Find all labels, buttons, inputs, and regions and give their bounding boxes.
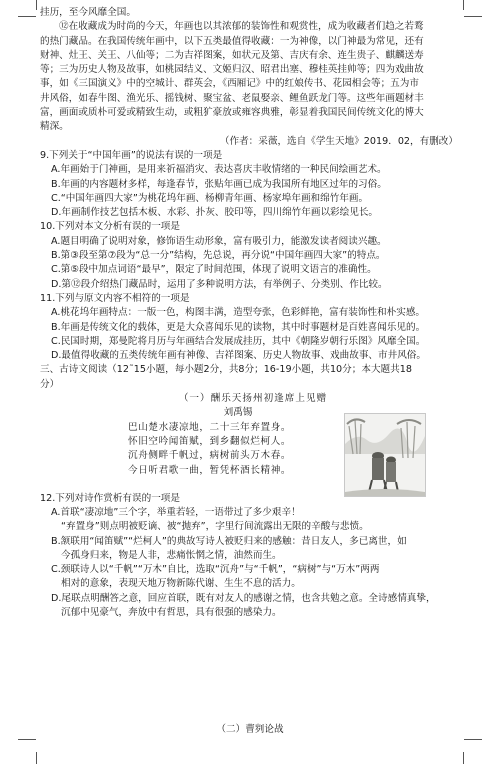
crop-mark-top-left xyxy=(18,4,36,17)
question-11-option-a: A.桃花坞年画特点：一版一色，构图丰满，造型夸张，色彩鲜艳，富有装饰性和朴实感。 xyxy=(51,307,426,319)
passage-line: 挂历，至今风靡全国。 xyxy=(40,7,136,18)
question-11-stem: 11.下列与原文内容不相符的一项是 xyxy=(40,292,190,304)
question-9-stem: 9.下列关于“中国年画”的说法有误的一项是 xyxy=(40,149,223,161)
question-10-option-d: D.第⑫段介绍热门藏品时，运用了多种说明方法，有举例子、分类别、作比较。 xyxy=(51,278,388,290)
source-citation: （作者：采薇，选自《学生天地》2019．02，有删改） xyxy=(219,135,458,147)
passage-line: 财神、灶王、关王、八仙等；二为吉祥图案，如状元及第、吉庆有余、连生贵子、麒麟送寿 xyxy=(40,49,424,61)
question-10-option-a: A.题目明确了说明对象，修饰语生动形象，富有吸引力，能激发读者阅读兴趣。 xyxy=(51,235,387,247)
question-9-option-c: C.“中国年画四大家”为桃花坞年画、杨柳青年画、杨家埠年画和绵竹年画。 xyxy=(51,192,369,204)
poem-section-title: （一）酬乐天扬州初逢席上见赠 xyxy=(178,393,328,405)
passage-line: 富，画面或质朴可爱或精致生动，或粗犷豪放或雍容典雅，彰显着我国民间传统文化的博大 xyxy=(40,107,424,119)
question-11-option-b: B.年画是传统文化的载体，更是大众喜闻乐见的读物，其中时事题材是百姓喜闻乐见的。 xyxy=(51,321,426,333)
poem-block xyxy=(40,421,466,492)
question-10-option-b: B.第③段至第⑦段为“总一分”结构，先总说，再分说“中国年画四大家”的特点。 xyxy=(51,250,386,262)
section-three-heading-cont: 分） xyxy=(40,378,60,390)
question-12-option-c: C.颈联诗人以“千帆”“万木”自比，选取“沉舟”与“千帆”，“病树”与“万木”两两 xyxy=(51,564,380,576)
question-12-option-b-cont: 今孤身归来，物是人非，悲痛怅惘之情，油然而生。 xyxy=(61,549,282,561)
poem-line: 怀旧空吟闻笛赋，到乡翻似烂柯人。 xyxy=(128,435,292,447)
question-12-option-b: B.颔联用“闻笛赋”“烂柯人”的典故写诗人被贬归来的感触：昔日友人，多已离世，如 xyxy=(51,535,407,547)
crop-mark-bottom-left-vertical xyxy=(36,752,37,764)
question-10-stem: 10.下列对本文分析有误的一项是 xyxy=(40,221,180,233)
question-12-option-a: A.首联“凄凉地”三个字，举重若轻，一语带过了多少艰辛！ xyxy=(51,506,301,518)
question-9-option-d: D.年画制作技艺包括木板、水彩、扑灰、胶印等，四川绵竹年画以彩绘见长。 xyxy=(51,207,379,219)
section-three-heading: 三、古诗文阅读（12˜15小题，每小题2分，共8分；16-19小题，共10分；本大题共18 xyxy=(40,364,412,376)
poem-text xyxy=(128,421,291,478)
poem-line: 今日听君歌一曲，暂凭杯酒长精神。 xyxy=(128,464,292,476)
crop-mark-top-left-vertical xyxy=(36,0,37,10)
poem-author: 刘禹锡 xyxy=(223,407,253,419)
question-11-option-c: C.民国时期，郑曼陀将月历与年画结合发展成挂历，其中《朝隆岁朝行乐图》风靡全国。 xyxy=(51,335,426,347)
passage-line: 精深。 xyxy=(40,121,69,133)
crop-mark-top-right xyxy=(464,4,482,17)
passage-line: 事，如《三国演义》中的空城计、群英会，《西厢记》中的红娘传书、花园相会等；五为市 xyxy=(40,78,419,90)
passage-line: 井风俗，如春牛图、渔光乐、摇钱树、聚宝盆、老鼠娶亲、鲤鱼跃龙门等。这些年画题材丰 xyxy=(40,92,424,104)
question-9-option-b: B.年画的内容题材多样，每逢春节，张贴年画已成为我国所有地区过年的习俗。 xyxy=(51,178,387,190)
passage-line: ⑫在收藏成为时尚的今天，年画也以其浓郁的装饰性和观赏性，成为收藏者们趋之若鹜 xyxy=(59,21,424,33)
question-12-option-a-cont: “弃置身”则点明被贬谪、被“抛弃”，字里行间流露出无限的辛酸与悲愤。 xyxy=(61,521,369,533)
question-9-option-a: A.年画始于门神画，是用来祈福消灾、表达喜庆丰收情绪的一种民间绘画艺术。 xyxy=(51,164,387,176)
crop-mark-bottom-left xyxy=(18,739,36,752)
question-12-option-c-cont: 相对的意象，表现天地万物新陈代谢、生生不息的活力。 xyxy=(61,578,301,590)
passage-line: 等；三为历史人物及故事，如桃园结义、文姬归汉、昭君出塞、穆桂英挂帅等；四为戏曲故 xyxy=(40,64,424,76)
question-12-option-d: D.尾联点明酬答之意，回应首联，既有对友人的感谢之情，也含共勉之意。全诗感情真挚， xyxy=(51,592,436,604)
passage-line: 的热门藏品。在我国传统年画中，以下五类最值得收藏：一为神像，以门神最为常见，还有 xyxy=(40,35,424,47)
poem-line: 沉舟侧畔千帆过，病树前头万木春。 xyxy=(128,450,292,462)
ink-painting-image xyxy=(345,414,425,496)
question-12-stem: 12.下列对诗作赏析有误的一项是 xyxy=(40,492,180,504)
exam-page xyxy=(40,6,466,620)
question-12-option-d-cont: 沉郁中见豪气，奔放中有哲思，具有很强的感染力。 xyxy=(61,606,282,618)
ink-painting-illustration xyxy=(344,413,426,497)
next-section-title: （二）曹刿论战 xyxy=(216,724,284,735)
poem-line: 巴山楚水凄凉地，二十三年弃置身。 xyxy=(128,421,292,433)
crop-mark-bottom-right xyxy=(464,739,482,752)
question-10-option-c: C.第⑤段中加点词语“最早”，限定了时间范围，体现了说明文语言的准确性。 xyxy=(51,264,377,276)
question-11-option-d: D.最值得收藏的五类传统年画有神像、吉祥图案、历史人物故事、戏曲故事、市井风俗。 xyxy=(51,350,426,362)
crop-mark-bottom-right-vertical xyxy=(463,752,464,764)
